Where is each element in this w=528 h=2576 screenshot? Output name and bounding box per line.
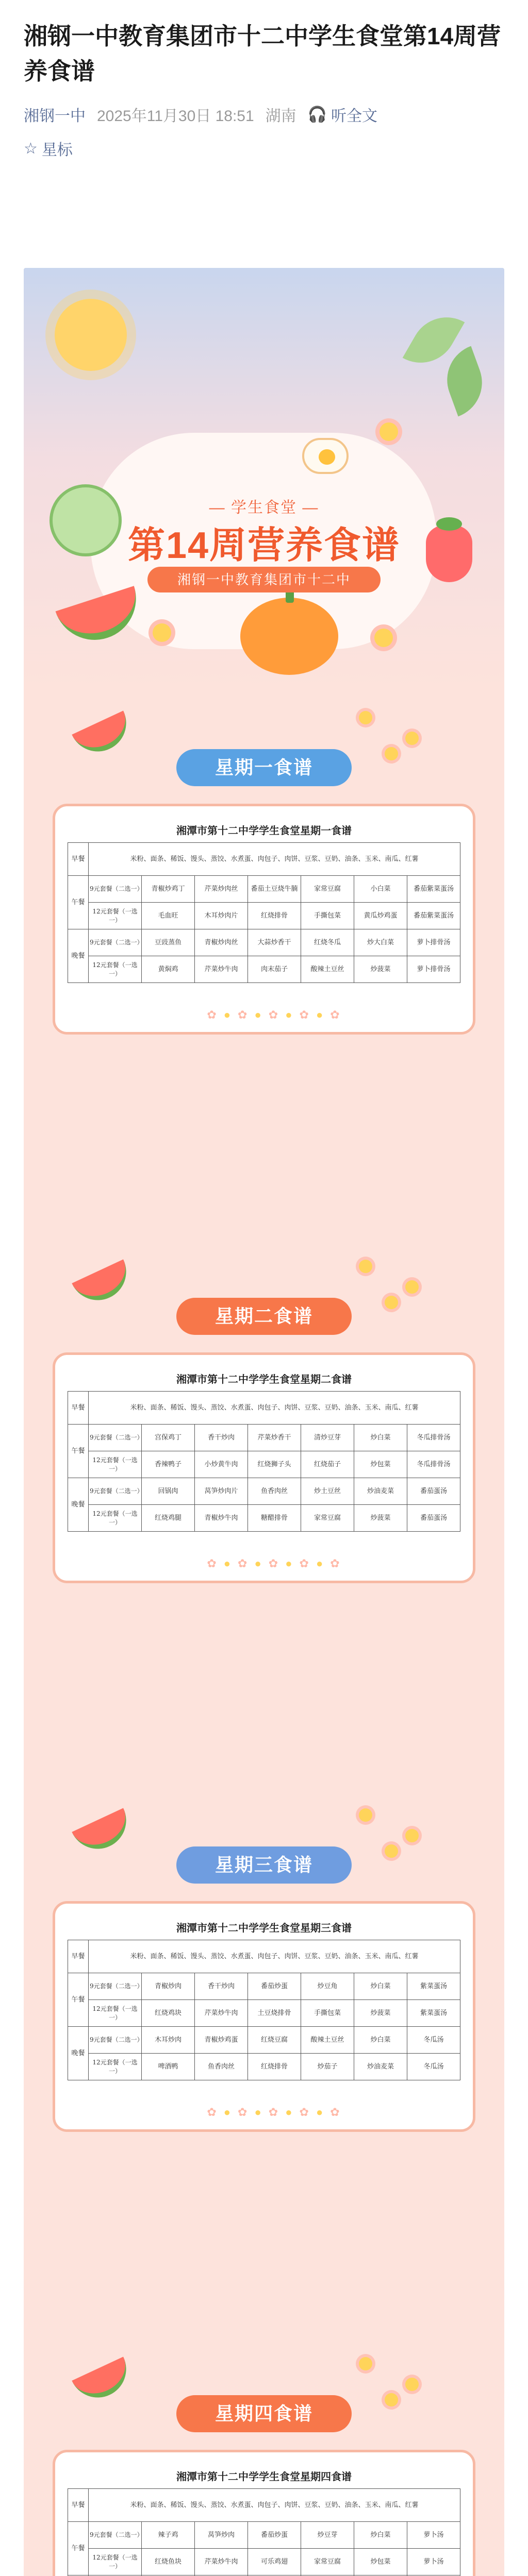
dish-cell: 黄瓜炒鸡蛋 bbox=[354, 903, 407, 929]
dish-cell: 萝卜排骨汤 bbox=[407, 956, 460, 983]
menu-table-wrapper bbox=[68, 819, 460, 1021]
dish-cell: 炒茄子 bbox=[301, 2054, 354, 2080]
listen-label: 听全文 bbox=[331, 108, 378, 125]
dish-cell: 家常豆腐 bbox=[301, 876, 354, 903]
dish-cell: 红烧排骨 bbox=[248, 2054, 301, 2080]
dish-cell: 啤酒鸭 bbox=[142, 2054, 195, 2080]
dish-cell: 清炒豆芽 bbox=[301, 1425, 354, 1451]
dish-cell: 青椒炒肉 bbox=[142, 1973, 195, 2000]
breakfast-row bbox=[68, 1940, 460, 1973]
dish-cell: 大蒜炒香干 bbox=[248, 929, 301, 956]
set-meal-price: 12元套餐（一选一） bbox=[89, 2549, 142, 2575]
poster-subheading: — 学生食堂 — bbox=[209, 499, 319, 516]
dish-cell: 香辣鸭子 bbox=[142, 1451, 195, 1478]
dish-cell: 肉末茄子 bbox=[248, 956, 301, 983]
set-meal-price: 12元套餐（一选一） bbox=[89, 2054, 142, 2080]
flower-icon bbox=[359, 711, 372, 724]
dish-cell: 手撕包菜 bbox=[301, 903, 354, 929]
dish-cell: 炒白菜 bbox=[354, 2522, 407, 2549]
dish-cell: 酸辣土豆丝 bbox=[301, 956, 354, 983]
dish-cell: 番茄蛋汤 bbox=[407, 1505, 460, 1532]
dish-cell: 炒白菜 bbox=[354, 1973, 407, 2000]
dish-cell: 红烧鸡块 bbox=[142, 2000, 195, 2027]
poster-main-title: 第14周营养食谱 bbox=[127, 525, 401, 566]
dish-cell: 炒菠菜 bbox=[354, 2000, 407, 2027]
flower-icon bbox=[385, 747, 398, 760]
menu-table-title: 湘潭市第十二中学学生食堂星期四食谱 bbox=[176, 2470, 352, 2483]
dish-cell: 萝卜排骨汤 bbox=[407, 929, 460, 956]
set-meal-price: 12元套餐（一选一） bbox=[89, 956, 142, 983]
meal-label: 午餐 bbox=[68, 876, 89, 929]
table-row bbox=[68, 903, 460, 929]
dish-cell: 红烧排骨 bbox=[248, 903, 301, 929]
meal-label: 晚餐 bbox=[68, 2027, 89, 2080]
table-row bbox=[68, 1973, 460, 2000]
meal-label: 早餐 bbox=[68, 2489, 89, 2522]
dish-cell: 红烧狮子头 bbox=[248, 1451, 301, 1478]
dish-cell: 芹菜炒牛肉 bbox=[195, 2549, 248, 2575]
listen-button[interactable] bbox=[308, 103, 377, 126]
set-meal-price: 9元套餐（二选一） bbox=[89, 2522, 142, 2549]
dish-cell: 木耳炒肉片 bbox=[195, 903, 248, 929]
dish-cell: 小白菜 bbox=[354, 876, 407, 903]
dish-cell: 回锅肉 bbox=[142, 1478, 195, 1505]
meal-label: 午餐 bbox=[68, 1973, 89, 2027]
set-meal-price: 9元套餐（二选一） bbox=[89, 2027, 142, 2054]
menu-card bbox=[53, 1901, 475, 2132]
menu-table bbox=[68, 842, 460, 983]
flower-icon bbox=[359, 1260, 372, 1273]
dish-cell: 莴笋炒肉片 bbox=[195, 1478, 248, 1505]
dish-cell: 炒豆角 bbox=[301, 1973, 354, 2000]
dish-cell: 家常豆腐 bbox=[301, 2549, 354, 2575]
dish-cell: 红烧鱼块 bbox=[142, 2549, 195, 2575]
dish-cell: 冬瓜排骨汤 bbox=[407, 1425, 460, 1451]
dish-cell: 青椒炒肉丝 bbox=[195, 929, 248, 956]
breakfast-items: 米粉、面条、稀饭、馒头、蒸饺、水煮蛋、肉包子、肉饼、豆浆、豆奶、油条、玉米、南瓜、红薯 bbox=[89, 2489, 460, 2522]
dish-cell: 炒土豆丝 bbox=[301, 1478, 354, 1505]
dish-cell: 鱼香肉丝 bbox=[248, 1478, 301, 1505]
dish-cell: 番茄炒蛋 bbox=[248, 2522, 301, 2549]
dish-cell: 番茄紫菜蛋汤 bbox=[407, 903, 460, 929]
set-meal-price: 12元套餐（一选一） bbox=[89, 2000, 142, 2027]
menu-card bbox=[53, 1352, 475, 1583]
table-row bbox=[68, 956, 460, 983]
breakfast-items: 米粉、面条、稀饭、馒头、蒸饺、水煮蛋、肉包子、肉饼、豆浆、豆奶、油条、玉米、南瓜、红薯 bbox=[89, 1940, 460, 1973]
set-meal-price: 12元套餐（一选一） bbox=[89, 1505, 142, 1532]
dish-cell: 炒大白菜 bbox=[354, 929, 407, 956]
dish-cell: 紫菜蛋汤 bbox=[407, 1973, 460, 2000]
dish-cell: 番茄土豆烧牛腩 bbox=[248, 876, 301, 903]
flower-icon bbox=[359, 1808, 372, 1822]
decorative-dots: ✿●✿●✿●✿●✿ bbox=[207, 2106, 347, 2119]
flower-illustration bbox=[153, 623, 171, 642]
dish-cell: 莴笋炒肉 bbox=[195, 2522, 248, 2549]
table-row bbox=[68, 876, 460, 903]
dish-cell: 土豆烧排骨 bbox=[248, 2000, 301, 2027]
table-row bbox=[68, 2000, 460, 2027]
set-meal-price: 9元套餐（二选一） bbox=[89, 1973, 142, 2000]
menu-card bbox=[53, 2450, 475, 2576]
flower-icon bbox=[405, 732, 419, 745]
sun-illustration bbox=[55, 299, 127, 371]
table-row bbox=[68, 1505, 460, 1532]
set-meal-price: 12元套餐（一选一） bbox=[89, 1451, 142, 1478]
breakfast-items: 米粉、面条、稀饭、馒头、蒸饺、水煮蛋、肉包子、肉饼、豆浆、豆奶、油条、玉米、南瓜、红薯 bbox=[89, 843, 460, 876]
dish-cell: 红烧茄子 bbox=[301, 1451, 354, 1478]
dish-cell: 手撕包菜 bbox=[301, 2000, 354, 2027]
dish-cell: 黄焖鸡 bbox=[142, 956, 195, 983]
breakfast-row bbox=[68, 843, 460, 876]
menu-table-wrapper bbox=[68, 2465, 460, 2576]
meal-label: 晚餐 bbox=[68, 1478, 89, 1532]
dish-cell: 毛血旺 bbox=[142, 903, 195, 929]
dish-cell: 香干炒肉 bbox=[195, 1973, 248, 2000]
dish-cell: 炒包菜 bbox=[354, 2549, 407, 2575]
dish-cell: 炒白菜 bbox=[354, 2027, 407, 2054]
meal-label: 早餐 bbox=[68, 1940, 89, 1973]
article-meta bbox=[24, 103, 504, 126]
menu-poster bbox=[24, 268, 504, 2576]
meal-label: 午餐 bbox=[68, 2522, 89, 2575]
meal-label: 早餐 bbox=[68, 843, 89, 876]
menu-table-title: 湘潭市第十二中学学生食堂星期一食谱 bbox=[176, 824, 352, 837]
dish-cell: 木耳炒肉 bbox=[142, 2027, 195, 2054]
flower-icon bbox=[405, 1829, 419, 1842]
publish-location: 湖南 bbox=[265, 108, 296, 125]
meal-label: 午餐 bbox=[68, 1425, 89, 1478]
breakfast-row bbox=[68, 2489, 460, 2522]
dish-cell: 炒豆芽 bbox=[301, 2522, 354, 2549]
day-title-pill: 星期二食谱 bbox=[176, 1298, 352, 1335]
decorative-dots: ✿●✿●✿●✿●✿ bbox=[207, 1008, 347, 1021]
flower-illustration bbox=[374, 629, 393, 647]
menu-table-title: 湘潭市第十二中学学生食堂星期三食谱 bbox=[176, 1922, 352, 1934]
menu-table bbox=[68, 2488, 460, 2576]
flower-illustration bbox=[380, 422, 398, 441]
table-row bbox=[68, 2027, 460, 2054]
flower-icon bbox=[385, 1296, 398, 1309]
dish-cell: 炒包菜 bbox=[354, 1451, 407, 1478]
dish-cell: 炒油麦菜 bbox=[354, 1478, 407, 1505]
pumpkin-illustration bbox=[240, 598, 338, 675]
dish-cell: 红烧豆腐 bbox=[248, 2027, 301, 2054]
table-row bbox=[68, 1425, 460, 1451]
dish-cell: 芹菜炒肉丝 bbox=[195, 876, 248, 903]
watermelon-icon bbox=[72, 2357, 135, 2406]
breakfast-row bbox=[68, 1392, 460, 1425]
dish-cell: 番茄炒蛋 bbox=[248, 1973, 301, 2000]
fried-egg-illustration bbox=[302, 438, 349, 474]
set-meal-price: 12元套餐（一选一） bbox=[89, 903, 142, 929]
dish-cell: 青椒炒鸡蛋 bbox=[195, 2027, 248, 2054]
dish-cell: 青椒炒牛肉 bbox=[195, 1505, 248, 1532]
table-row bbox=[68, 1451, 460, 1478]
set-meal-price: 9元套餐（二选一） bbox=[89, 876, 142, 903]
menu-table-wrapper bbox=[68, 1916, 460, 2119]
table-row bbox=[68, 929, 460, 956]
flower-icon bbox=[385, 1844, 398, 1858]
set-meal-price: 9元套餐（二选一） bbox=[89, 1478, 142, 1505]
decorative-dots: ✿●✿●✿●✿●✿ bbox=[207, 1557, 347, 1570]
breakfast-items: 米粉、面条、稀饭、馒头、蒸饺、水煮蛋、肉包子、肉饼、豆浆、豆奶、油条、玉米、南瓜、红薯 bbox=[89, 1392, 460, 1425]
set-meal-price: 9元套餐（二选一） bbox=[89, 929, 142, 956]
watermelon-icon bbox=[72, 1259, 135, 1309]
dish-cell: 宫保鸡丁 bbox=[142, 1425, 195, 1451]
table-row bbox=[68, 2054, 460, 2080]
table-row bbox=[68, 1478, 460, 1505]
dish-cell: 芹菜炒香干 bbox=[248, 1425, 301, 1451]
menu-table bbox=[68, 1940, 460, 2080]
dish-cell: 豆豉蒸鱼 bbox=[142, 929, 195, 956]
watermelon-icon bbox=[72, 1808, 135, 1858]
article-title: 湘钢一中教育集团市十二中学生食堂第14周营养食谱 bbox=[24, 23, 501, 84]
dish-cell: 萝卜汤 bbox=[407, 2549, 460, 2575]
flower-icon bbox=[405, 2378, 419, 2391]
flower-icon bbox=[385, 2393, 398, 2406]
set-meal-price: 9元套餐（二选一） bbox=[89, 1425, 142, 1451]
day-title-pill: 星期四食谱 bbox=[176, 2395, 352, 2432]
flower-icon bbox=[359, 2357, 372, 2370]
dish-cell: 红烧鸡腿 bbox=[142, 1505, 195, 1532]
dish-cell: 番茄蛋汤 bbox=[407, 1478, 460, 1505]
dish-cell: 辣子鸡 bbox=[142, 2522, 195, 2549]
watermelon-icon bbox=[72, 710, 135, 760]
dish-cell: 红烧冬瓜 bbox=[301, 929, 354, 956]
dish-cell: 炒油麦菜 bbox=[354, 2054, 407, 2080]
dish-cell: 鱼香肉丝 bbox=[195, 2054, 248, 2080]
dish-cell: 酸辣土豆丝 bbox=[301, 2027, 354, 2054]
dish-cell: 小炒黄牛肉 bbox=[195, 1451, 248, 1478]
menu-table-wrapper bbox=[68, 1367, 460, 1570]
star-icon: ☆ bbox=[24, 140, 38, 157]
menu-card bbox=[53, 804, 475, 1035]
dish-cell: 芹菜炒牛肉 bbox=[195, 956, 248, 983]
dish-cell: 糖醋排骨 bbox=[248, 1505, 301, 1532]
dish-cell: 冬瓜排骨汤 bbox=[407, 1451, 460, 1478]
meal-label: 晚餐 bbox=[68, 929, 89, 983]
dish-cell: 可乐鸡翅 bbox=[248, 2549, 301, 2575]
dish-cell: 萝卜汤 bbox=[407, 2522, 460, 2549]
menu-table-title: 湘潭市第十二中学学生食堂星期二食谱 bbox=[176, 1373, 352, 1385]
table-row bbox=[68, 2522, 460, 2549]
article-header bbox=[0, 0, 528, 216]
dish-cell: 芹菜炒牛肉 bbox=[195, 2000, 248, 2027]
day-title-pill: 星期三食谱 bbox=[176, 1846, 352, 1884]
dish-cell: 冬瓜汤 bbox=[407, 2027, 460, 2054]
meal-label: 早餐 bbox=[68, 1392, 89, 1425]
menu-table bbox=[68, 1391, 460, 1532]
dish-cell: 紫菜蛋汤 bbox=[407, 2000, 460, 2027]
star-label: 星标 bbox=[41, 142, 73, 159]
account-name[interactable]: 湘钢一中 bbox=[24, 108, 86, 125]
publish-date: 2025年11月30日 18:51 bbox=[97, 108, 254, 125]
headphones-icon: 🎧 bbox=[307, 106, 327, 123]
dish-cell: 香干炒肉 bbox=[195, 1425, 248, 1451]
dish-cell: 家常豆腐 bbox=[301, 1505, 354, 1532]
flower-icon bbox=[405, 1280, 419, 1294]
dish-cell: 青椒炒鸡丁 bbox=[142, 876, 195, 903]
dish-cell: 番茄紫菜蛋汤 bbox=[407, 876, 460, 903]
day-title-pill: 星期一食谱 bbox=[176, 749, 352, 786]
dish-cell: 炒菠菜 bbox=[354, 1505, 407, 1532]
dish-cell: 冬瓜汤 bbox=[407, 2054, 460, 2080]
dish-cell: 炒白菜 bbox=[354, 1425, 407, 1451]
table-row bbox=[68, 2549, 460, 2575]
star-button[interactable] bbox=[24, 137, 504, 160]
dish-cell: 炒菠菜 bbox=[354, 956, 407, 983]
school-name-pill: 湘钢一中教育集团市十二中 bbox=[147, 567, 381, 592]
